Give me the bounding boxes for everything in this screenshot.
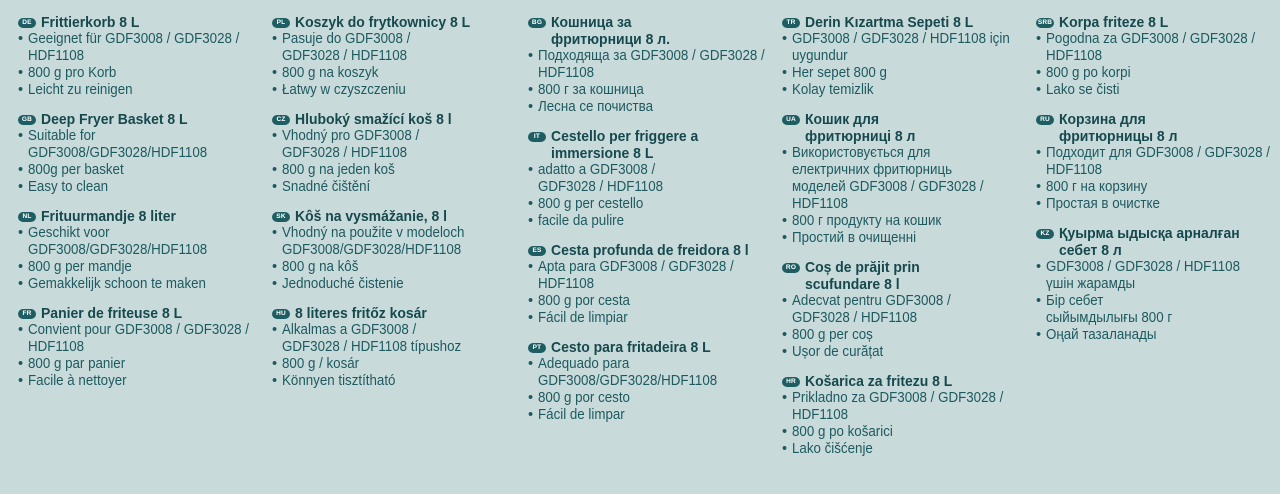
feature-text: • Prikladno za GDF3008 / GDF3028 / HDF1108 xyxy=(792,390,1004,423)
feature-list xyxy=(528,259,782,327)
feature-text: • Alkalmas a GDF3008 / GDF3028 / HDF1108 típushoz xyxy=(282,322,462,355)
language-entry xyxy=(18,305,272,390)
feature-item xyxy=(18,65,272,82)
feature-list xyxy=(18,322,272,390)
feature-text: • 800 g / kosár xyxy=(282,356,360,372)
feature-item xyxy=(272,259,528,276)
feature-item xyxy=(1036,259,1280,293)
feature-text: • Vhodný na použite v modeloch GDF3008/GDF3028/HDF1108 xyxy=(282,225,465,258)
entry-header xyxy=(1036,111,1280,145)
feature-text: • 800 g na jeden koš xyxy=(282,162,395,178)
language-code-badge: TR xyxy=(782,18,800,28)
feature-list xyxy=(18,31,272,99)
language-entry xyxy=(782,373,1036,458)
language-entry xyxy=(528,14,782,116)
feature-list xyxy=(782,293,1036,361)
feature-text: • Lako se čisti xyxy=(1046,82,1120,98)
feature-item xyxy=(18,322,272,356)
language-column xyxy=(272,14,528,402)
feature-text: • Adecvat pentru GDF3008 / GDF3028 / HDF1108 xyxy=(792,293,951,326)
feature-item xyxy=(782,230,1036,247)
feature-text: • Jednoduché čistenie xyxy=(282,276,404,292)
feature-item xyxy=(272,373,528,390)
feature-text: • Простая в очистке xyxy=(1046,196,1160,212)
language-code-badge: KZ xyxy=(1036,229,1054,239)
entry-header xyxy=(18,111,272,128)
language-entry xyxy=(528,242,782,327)
entry-header xyxy=(528,14,782,48)
feature-text: • 800 g na kôš xyxy=(282,259,359,275)
feature-text: • 800 g per coș xyxy=(792,327,873,343)
feature-text: • Pasuje do GDF3008 / GDF3028 / HDF1108 xyxy=(282,31,411,64)
language-entry xyxy=(1036,14,1280,99)
feature-item xyxy=(272,179,528,196)
language-entry xyxy=(18,208,272,293)
entry-header xyxy=(18,305,272,322)
feature-text: • Бір себет сыйымдылығы 800 г xyxy=(1046,293,1173,326)
feature-text: • Suitable for GDF3008/GDF3028/HDF1108 xyxy=(28,128,208,161)
feature-item xyxy=(528,48,782,82)
product-title: Košarica za fritezu 8 L xyxy=(805,373,953,390)
feature-item xyxy=(1036,196,1280,213)
feature-item xyxy=(528,82,782,99)
product-title: Кошница за фритюрници 8 л. xyxy=(551,14,670,48)
language-entry xyxy=(528,128,782,230)
feature-text: • Geeignet für GDF3008 / GDF3028 / HDF1108 xyxy=(28,31,240,64)
language-code-badge: PT xyxy=(528,343,546,353)
feature-item xyxy=(272,31,528,65)
product-title: Frituurmandje 8 liter xyxy=(41,208,176,225)
feature-list xyxy=(1036,259,1280,344)
feature-text: • Fácil de limpar xyxy=(538,407,625,423)
feature-item xyxy=(18,356,272,373)
language-entry xyxy=(18,14,272,99)
feature-text: • GDF3008 / GDF3028 / HDF1108 için uygundur xyxy=(792,31,1010,64)
feature-item xyxy=(528,310,782,327)
feature-text: • Простий в очищенні xyxy=(792,230,917,246)
feature-item xyxy=(528,356,782,390)
language-code-badge: SK xyxy=(272,212,290,222)
entry-header xyxy=(272,111,528,128)
product-title: Kôš na vysmážanie, 8 l xyxy=(295,208,447,225)
language-entry xyxy=(272,111,528,196)
feature-list xyxy=(1036,145,1280,213)
feature-text: • adatto a GDF3008 / GDF3028 / HDF1108 xyxy=(538,162,664,195)
feature-text: • 800 g na koszyk xyxy=(282,65,379,81)
feature-item xyxy=(528,390,782,407)
language-code-badge: UA xyxy=(782,115,800,125)
product-title: Қуырма ыдысқа арналған себет 8 л xyxy=(1059,225,1240,259)
feature-text: • Convient pour GDF3008 / GDF3028 / HDF1108 xyxy=(28,322,249,355)
product-title: Coș de prăjit prin scufundare 8 l xyxy=(805,259,920,293)
feature-text: • Könnyen tisztítható xyxy=(282,373,396,389)
feature-text: • Geschikt voor GDF3008/GDF3028/HDF1108 xyxy=(28,225,208,258)
product-title: Frittierkorb 8 L xyxy=(41,14,140,31)
feature-item xyxy=(18,162,272,179)
feature-item xyxy=(528,99,782,116)
entry-header xyxy=(782,259,1036,293)
language-entry xyxy=(528,339,782,424)
language-code-badge: ES xyxy=(528,246,546,256)
product-title: Корзина для фритюрницы 8 л xyxy=(1059,111,1178,145)
entry-header xyxy=(1036,14,1280,31)
language-code-badge: IT xyxy=(528,132,546,142)
language-code-badge: BG xyxy=(528,18,546,28)
feature-item xyxy=(528,196,782,213)
feature-item xyxy=(528,259,782,293)
feature-item xyxy=(782,327,1036,344)
feature-text: • 800 g po košarici xyxy=(792,424,893,440)
feature-item xyxy=(782,441,1036,458)
feature-text: • 800 g pro Korb xyxy=(28,65,117,81)
product-title: Кошик для фритюрниці 8 л xyxy=(805,111,916,145)
feature-list xyxy=(528,48,782,116)
entry-header xyxy=(272,14,528,31)
feature-text: • Leicht zu reinigen xyxy=(28,82,133,98)
entry-header xyxy=(1036,225,1280,259)
feature-item xyxy=(782,82,1036,99)
feature-text: • Ușor de curățat xyxy=(792,344,884,360)
product-title: Korpa friteze 8 L xyxy=(1059,14,1169,31)
entry-header xyxy=(782,14,1036,31)
language-column xyxy=(1036,14,1280,356)
feature-item xyxy=(272,225,528,259)
feature-text: • Adequado para GDF3008/GDF3028/HDF1108 xyxy=(538,356,718,389)
language-entry xyxy=(18,111,272,196)
feature-item xyxy=(1036,82,1280,99)
feature-item xyxy=(272,322,528,356)
feature-item xyxy=(1036,65,1280,82)
entry-header xyxy=(18,14,272,31)
feature-text: • Snadné čištění xyxy=(282,179,371,195)
language-column xyxy=(782,14,1036,470)
product-title: 8 literes fritőz kosár xyxy=(295,305,427,322)
feature-item xyxy=(782,390,1036,424)
feature-list xyxy=(782,145,1036,247)
feature-text: • 800 g por cesta xyxy=(538,293,630,309)
language-entry xyxy=(1036,225,1280,344)
language-code-badge: FR xyxy=(18,309,36,319)
feature-text: • Facile à nettoyer xyxy=(28,373,127,389)
feature-text: • 800g per basket xyxy=(28,162,124,178)
feature-item xyxy=(18,373,272,390)
feature-item xyxy=(528,213,782,230)
language-code-badge: RU xyxy=(1036,115,1054,125)
product-title: Cesto para fritadeira 8 L xyxy=(551,339,711,356)
feature-item xyxy=(272,276,528,293)
feature-list xyxy=(782,31,1036,99)
feature-item xyxy=(782,145,1036,213)
feature-item xyxy=(1036,327,1280,344)
feature-text: • Gemakkelijk schoon te maken xyxy=(28,276,206,292)
feature-text: • facile da pulire xyxy=(538,213,625,229)
feature-list xyxy=(18,225,272,293)
feature-text: • 800 г продукту на кошик xyxy=(792,213,942,229)
feature-text: • Подходит для GDF3008 / GDF3028 / HDF1108 xyxy=(1046,145,1270,178)
feature-item xyxy=(272,65,528,82)
product-title: Cestello per friggere a immersione 8 L xyxy=(551,128,699,162)
feature-item xyxy=(782,213,1036,230)
product-title: Panier de friteuse 8 L xyxy=(41,305,183,322)
language-entry xyxy=(272,305,528,390)
language-code-badge: NL xyxy=(18,212,36,222)
language-entry xyxy=(782,259,1036,361)
language-entry xyxy=(272,208,528,293)
feature-text: • 800 g par panier xyxy=(28,356,126,372)
feature-text: • Оңай тазаланады xyxy=(1046,327,1157,343)
feature-list xyxy=(528,162,782,230)
feature-item xyxy=(782,344,1036,361)
feature-item xyxy=(1036,31,1280,65)
feature-item xyxy=(1036,145,1280,179)
feature-text: • Використовується для електричних фритюрниць моделей GDF3008 / GDF3028 / HDF1108 xyxy=(792,145,984,212)
feature-text: • Vhodný pro GDF3008 / GDF3028 / HDF1108 xyxy=(282,128,420,161)
product-title: Hluboký smažící koš 8 l xyxy=(295,111,452,128)
language-code-badge: SRB xyxy=(1037,19,1053,26)
entry-header xyxy=(528,242,782,259)
language-code-badge: HU xyxy=(272,309,290,319)
feature-text: • Łatwy w czyszczeniu xyxy=(282,82,406,98)
feature-list xyxy=(272,225,528,293)
language-column xyxy=(528,14,782,436)
product-title: Koszyk do frytkownicy 8 L xyxy=(295,14,471,31)
product-title: Deep Fryer Basket 8 L xyxy=(41,111,188,128)
feature-item xyxy=(18,179,272,196)
language-entry xyxy=(782,14,1036,99)
feature-text: • 800 g po korpi xyxy=(1046,65,1131,81)
feature-item xyxy=(528,162,782,196)
feature-text: • Лесна се почиства xyxy=(538,99,654,115)
feature-text: • Easy to clean xyxy=(28,179,109,195)
entry-header xyxy=(782,111,1036,145)
feature-item xyxy=(18,276,272,293)
entry-header xyxy=(528,339,782,356)
feature-list xyxy=(272,31,528,99)
feature-list xyxy=(18,128,272,196)
feature-list xyxy=(272,322,528,390)
product-title: Cesta profunda de freidora 8 l xyxy=(551,242,749,259)
feature-text: • Apta para GDF3008 / GDF3028 / HDF1108 xyxy=(538,259,734,292)
feature-item xyxy=(782,293,1036,327)
feature-item xyxy=(18,225,272,259)
feature-text: • Her sepet 800 g xyxy=(792,65,887,81)
feature-list xyxy=(782,390,1036,458)
feature-item xyxy=(18,31,272,65)
entry-header xyxy=(272,305,528,322)
feature-text: • 800 g per mandje xyxy=(28,259,132,275)
feature-item xyxy=(782,424,1036,441)
feature-item xyxy=(528,407,782,424)
feature-text: • Fácil de limpiar xyxy=(538,310,628,326)
feature-item xyxy=(528,293,782,310)
feature-item xyxy=(18,128,272,162)
feature-text: • 800 г на корзину xyxy=(1046,179,1148,195)
entry-header xyxy=(528,128,782,162)
entry-header xyxy=(272,208,528,225)
feature-item xyxy=(1036,293,1280,327)
feature-text: • Подходяща за GDF3008 / GDF3028 / HDF1108 xyxy=(538,48,765,81)
feature-text: • 800 g per cestello xyxy=(538,196,644,212)
feature-item xyxy=(272,128,528,162)
feature-text: • Lako čišćenje xyxy=(792,441,873,457)
feature-text: • 800 г за кошница xyxy=(538,82,644,98)
feature-list xyxy=(528,356,782,424)
entry-header xyxy=(782,373,1036,390)
feature-item xyxy=(782,31,1036,65)
feature-text: • GDF3008 / GDF3028 / HDF1108 үшін жарамды xyxy=(1046,259,1241,292)
language-entry xyxy=(272,14,528,99)
feature-item xyxy=(272,82,528,99)
language-code-badge: GB xyxy=(18,115,36,125)
feature-text: • 800 g por cesto xyxy=(538,390,630,406)
entry-header xyxy=(18,208,272,225)
feature-item xyxy=(1036,179,1280,196)
feature-text: • Pogodna za GDF3008 / GDF3028 / HDF1108 xyxy=(1046,31,1256,64)
language-column xyxy=(18,14,272,402)
language-code-badge: HR xyxy=(782,377,800,387)
language-code-badge: PL xyxy=(272,18,290,28)
feature-item xyxy=(18,259,272,276)
language-code-badge: CZ xyxy=(272,115,290,125)
feature-list xyxy=(1036,31,1280,99)
language-code-badge: DE xyxy=(18,18,36,28)
feature-item xyxy=(18,82,272,99)
language-code-badge: RO xyxy=(782,263,800,273)
feature-text: • Kolay temizlik xyxy=(792,82,874,98)
feature-item xyxy=(272,356,528,373)
language-entry xyxy=(782,111,1036,247)
product-title: Derin Kızartma Sepeti 8 L xyxy=(805,14,974,31)
language-entry xyxy=(1036,111,1280,213)
feature-item xyxy=(272,162,528,179)
feature-list xyxy=(272,128,528,196)
feature-item xyxy=(782,65,1036,82)
